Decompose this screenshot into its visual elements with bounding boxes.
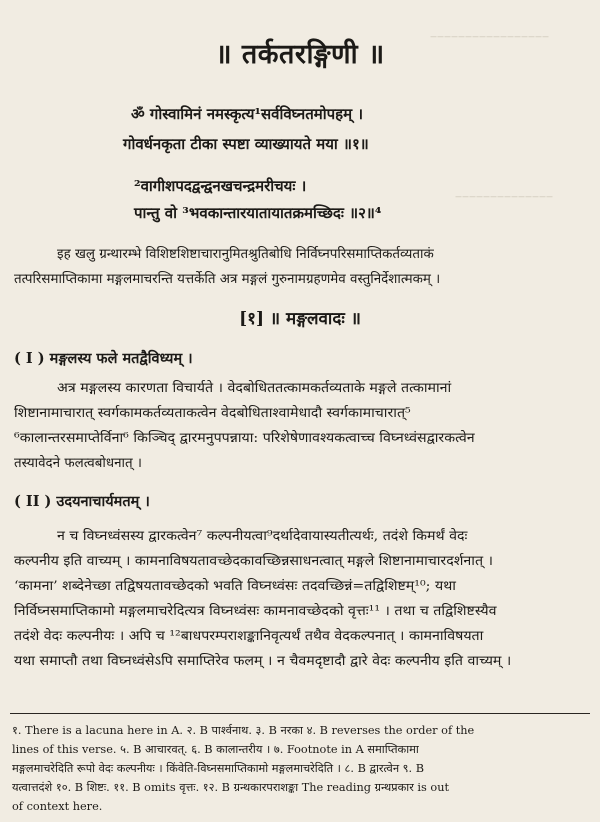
paragraph-line: ‘कामना’ शब्देनेच्छा तद्विषयतावच्छेदको भवति विघ्नध्वंसः तदवच्छिन्नं=तद्विशिष्टम्¹⁰; यथा [14,579,456,594]
footnote-line: १. There is a lacuna here in A. २. B पार्श्वनाथ. ३. B नरका ४. B reverses the order of the [12,724,475,737]
section-heading: ( II ) उदयनाचार्यमतम् । [14,493,150,510]
page-title: ॥ तर्कतरङ्गिणी ॥ [215,39,385,70]
paragraph-line: निर्विघ्नसमाप्तिकामो मङ्गलमाचरेदित्यत्र विघ्नध्वंसः कामनावच्छेदको वृत्तः¹¹ । तथा च तद्विशिष्टस्यैव [14,604,497,619]
paragraph-line: न च विघ्नध्वंसस्य द्वारकत्वेन⁷ कल्पनीयत्वा⁹दर्थादेवायास्यतीत्यर्थः, तदंशे किमर्थं वेदः [57,529,468,544]
paragraph-line: अत्र मङ्गलस्य कारणता विचार्यते । वेदबोधिततत्कामकर्तव्यताके मङ्गले तत्कामानां [57,381,452,396]
footnote-line: यत्वात्तदंशे १०. B शिष्टः. ११. B omits वृत्तः. १२. B ग्रन्थकारपराशङ्का The reading ग्रन्थप्रकार is out [12,781,450,794]
footnote-line: मङ्गलमाचरेदिति रूपो वेदः कल्पनीयः । किंवेति-विघ्नसमाप्तिकामो मङ्गलमाचरेदिति । ८. B द्वारत्वेन ९. B [12,762,425,775]
verse-line: ॐ गोस्वामिनं नमस्कृत्य¹सर्वविघ्नतमोपहम् । [131,105,364,123]
show-through-text: ‒‒‒‒‒‒‒‒‒‒‒‒‒‒‒‒‒ [430,30,549,43]
footnote-line: lines of this verse. ५. B आचारवत्. ६. B कालान्तरीय । ७. Footnote in A समाप्तिकामा [12,743,419,756]
section-heading: ( I ) मङ्गलस्य फले मतद्वैविध्यम् । [14,350,193,367]
verse-line: गोवर्धनकृता टीका स्पष्टा व्याख्यायते मया ॥१॥ [123,135,369,153]
paragraph-line: यथा समाप्तौ तथा विघ्नध्वंसेऽपि समाप्तिरेव फलम् । न चैवमदृष्टादौ द्वारे वेदः कल्पनीय इति वाच्यम् । [14,654,512,669]
show-through-text: ‒‒‒‒‒‒‒‒‒‒‒‒‒‒ [455,190,553,203]
verse-line: पान्तु वो ³भवकान्तारयातायातक्रमच्छिदः ॥२॥⁴ [134,204,382,222]
paragraph-line: तस्यावेदने फलत्वबोधनात् । [14,456,142,471]
paragraph-line: तदंशे वेदः कल्पनीयः । अपि च ¹²बाधपरम्पराशङ्कानिवृत्यर्थं तथैव वेदकल्पनात् । कामनाविषयता [14,629,484,644]
intro-line: इह खलु ग्रन्थारम्भे विशिष्टशिष्टाचारानुमितश्रुतिबोधि निर्विघ्नपरिसमाप्तिकर्तव्यताकं [57,247,434,262]
section-title: [१] ॥ मङ्गलवादः ॥ [239,309,361,329]
paragraph-line: ⁶कालान्तरसमाप्तेर्विना⁶ किञ्चिद् द्वारमनुपपन्नाया: परिशेषेणावश्यकत्वाच्च विघ्नध्वंसद्वारकत्वेन [14,431,475,446]
footnote-divider [10,713,590,714]
paragraph-line: शिष्टानामाचारात् स्वर्गकामकर्तव्यताकत्वेन वेदबोधिताश्वामेधादौ स्वर्गकामाचारात्⁵ [14,406,411,421]
paragraph-line: कल्पनीय इति वाच्यम् । कामनाविषयतावच्छेदकावच्छिन्नसाधनत्वात् मङ्गले शिष्टानामाचारदर्शनात् । [14,554,493,569]
verse-line: ²वागीशपदद्वन्द्वनखचन्द्रमरीचयः । [134,177,307,195]
intro-line: तत्परिसमाप्तिकामा मङ्गलमाचरन्ति यत्तर्केति अत्र मङ्गलं गुरुनामग्रहणमेव वस्तुनिर्देशात्मकम् । [14,272,441,287]
footnote-line: of context here. [12,800,103,813]
